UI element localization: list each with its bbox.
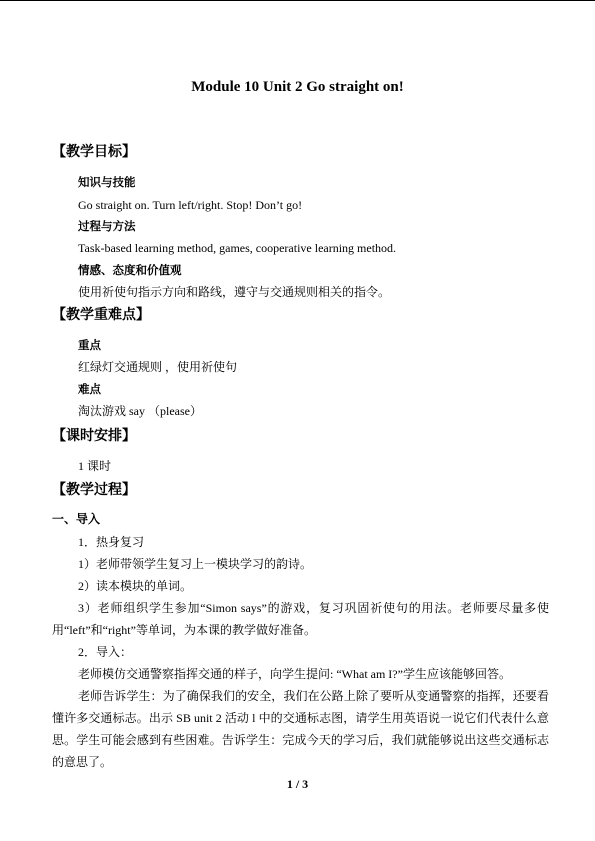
subheading-attitude: 情感、态度和价值观 (78, 263, 182, 277)
goals-text-knowledge: Go straight on. Turn left/right. Stop! Don’t go! (78, 198, 303, 212)
section-heading-process: 【教学过程】 (52, 482, 136, 498)
subheading-knowledge: 知识与技能 (78, 175, 136, 189)
process-line-warmup: 1．热身复习 (78, 535, 145, 549)
process-line-police: 老师模仿交通警察指挥交通的样子，向学生提问: “What am I?”学生应该能够回答。 (78, 667, 511, 681)
schedule-text: 1 课时 (78, 459, 112, 473)
process-paragraph-game (52, 597, 549, 641)
subheading-difficulty: 难点 (78, 382, 101, 396)
header-rule (0, 0, 595, 1)
subheading-method: 过程与方法 (78, 219, 136, 233)
process-line-words: 2）读本模块的单词。 (78, 579, 193, 593)
section-heading-key-points: 【教学重难点】 (52, 307, 150, 323)
process-paragraph-game-text: 3）老师组织学生参加“Simon says”的游戏，复习巩固祈使句的用法。老师要尽量多使用“left”和“right”等单词，为本课的教学做好准备。 (52, 601, 549, 637)
key-text-focus: 红绿灯交通规则 ，使用祈使句 (78, 360, 238, 374)
section-heading-schedule: 【课时安排】 (52, 428, 136, 444)
key-text-difficulty: 淘汰游戏 say （please） (78, 404, 202, 418)
page-title: Module 10 Unit 2 Go straight on! (191, 79, 404, 95)
process-line-lead-in: 2．导入： (78, 645, 133, 659)
process-paragraph-signs-text: 老师告诉学生：为了确保我们的安全，我们在公路上除了要听从变通警察的指挥，还要看懂许多交通标志。出示 SB unit 2 活动 l 中的交通标志图，请学生用英语说一说它们代表什么意思。学生可能会感到有些困难。告诉学生：完成今天的学习后，我们就能够说出这些交通标志的意思了。 (52, 689, 549, 769)
goals-text-attitude: 使用祈使句指示方向和路线，遵守与交通规则相关的指令。 (78, 285, 391, 299)
goals-text-method: Task-based learning method, games, cooperative learning method. (78, 241, 397, 255)
subheading-focus: 重点 (78, 338, 101, 352)
section-heading-goals: 【教学目标】 (52, 144, 136, 160)
process-line-review: 1）老师带领学生复习上一模块学习的韵诗。 (78, 557, 313, 571)
process-heading-intro: 一、导入 (52, 512, 101, 526)
process-paragraph-signs (52, 685, 549, 773)
page-number: 1 / 3 (286, 777, 309, 791)
